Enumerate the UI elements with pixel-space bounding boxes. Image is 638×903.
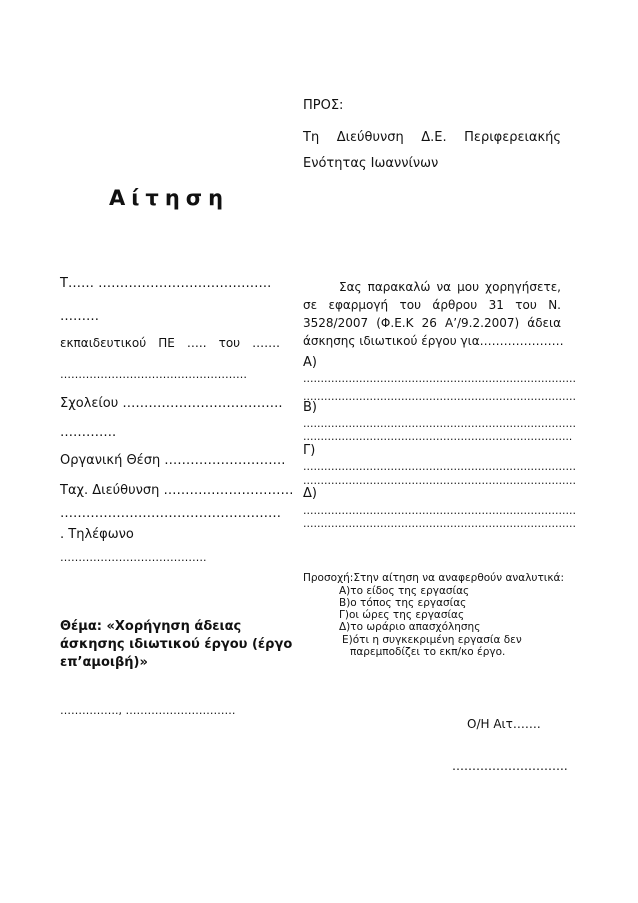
signature-label: Ο/Η Αιτ……. [467, 717, 541, 731]
item-c-label: Γ) [303, 443, 316, 458]
document-title: Αίτηση [109, 186, 230, 210]
note-item-a: Α)το είδος της εργασίας [339, 585, 470, 597]
recipient-line2: Ενότητας Ιωαννίνων [303, 156, 439, 171]
applicant-school-cont: …………. [60, 425, 117, 440]
subject-line2: άσκησης ιδιωτικού έργου (έργο [60, 637, 293, 652]
signature-dots: ……………………….. [452, 759, 568, 773]
applicant-name-line: Τ…… …………………………………. [60, 276, 272, 291]
note-item-c: Γ)οι ώρες της εργασίας [339, 609, 465, 621]
note-item-e-line2: παρεμποδίζει το εκπ/κο έργο. [350, 646, 506, 658]
note-item-b: Β)ο τόπος της εργασίας [339, 597, 467, 609]
place-date-line: ……………., ………………………… [60, 704, 236, 717]
request-para-line4: άσκησης ιδιωτικού έργου για………………… [303, 334, 564, 348]
applicant-phone-label: . Τηλέφωνο [60, 527, 134, 542]
applicant-surname-line: ……… [60, 309, 99, 324]
note-item-d: Δ)το ωράριο απασχόλησης [339, 621, 481, 633]
recipient-pros: ΠΡΟΣ: [303, 98, 344, 113]
item-d-dots-1: …………………………………………………………………… [303, 505, 576, 517]
applicant-dots-line: …………………………………………… [60, 368, 247, 381]
subject-line3: επ’αμοιβή)» [60, 655, 148, 670]
applicant-specialty-line: εκπαιδευτικού ΠΕ ….. του ……. [60, 336, 280, 350]
applicant-address-line: Ταχ. Διεύθυνση ………………………… [60, 483, 294, 498]
request-para-line2: σε εφαρμογή του άρθρου 31 του Ν. [303, 298, 561, 312]
applicant-address-cont: …………………………………………… [60, 506, 281, 521]
item-d-label: Δ) [303, 486, 317, 501]
note-item-e-line1: Ε)ότι η συγκεκριμένη εργασία δεν [342, 634, 522, 646]
item-a-dots-2: …………………………………………………………………… [303, 391, 576, 403]
item-b-dots-1: …………………………………………………………………… [303, 418, 576, 430]
request-para-line3: 3528/2007 (Φ.Ε.Κ 26 Α’/9.2.2007) άδεια [303, 316, 561, 330]
item-c-dots-1: …………………………………………………………………… [303, 461, 576, 473]
item-d-dots-2: …………………………………………………………………… [303, 518, 576, 530]
item-a-label: Α) [303, 355, 317, 370]
item-b-label: Β) [303, 400, 317, 415]
item-a-dots-1: …………………………………………………………………… [303, 373, 576, 385]
applicant-organic-position: Οργανική Θέση ………………………. [60, 453, 286, 468]
item-b-dots-2: ………………………………………………………………….. [303, 431, 573, 443]
recipient-line1: Τη Διεύθυνση Δ.Ε. Περιφερειακής [303, 130, 561, 145]
note-heading: Προσοχή:Στην αίτηση να αναφερθούν αναλυτικά: [303, 572, 564, 584]
item-c-dots-2: …………………………………………………………………… [303, 475, 576, 487]
applicant-school-line: Σχολείου ………………………………. [60, 396, 283, 411]
request-para-line1: Σας παρακαλώ να μου χορηγήσετε, [339, 280, 561, 294]
applicant-phone-dots: …………………………………. [60, 551, 207, 564]
subject-line1: Θέμα: «Χορήγηση άδειας [60, 619, 242, 634]
